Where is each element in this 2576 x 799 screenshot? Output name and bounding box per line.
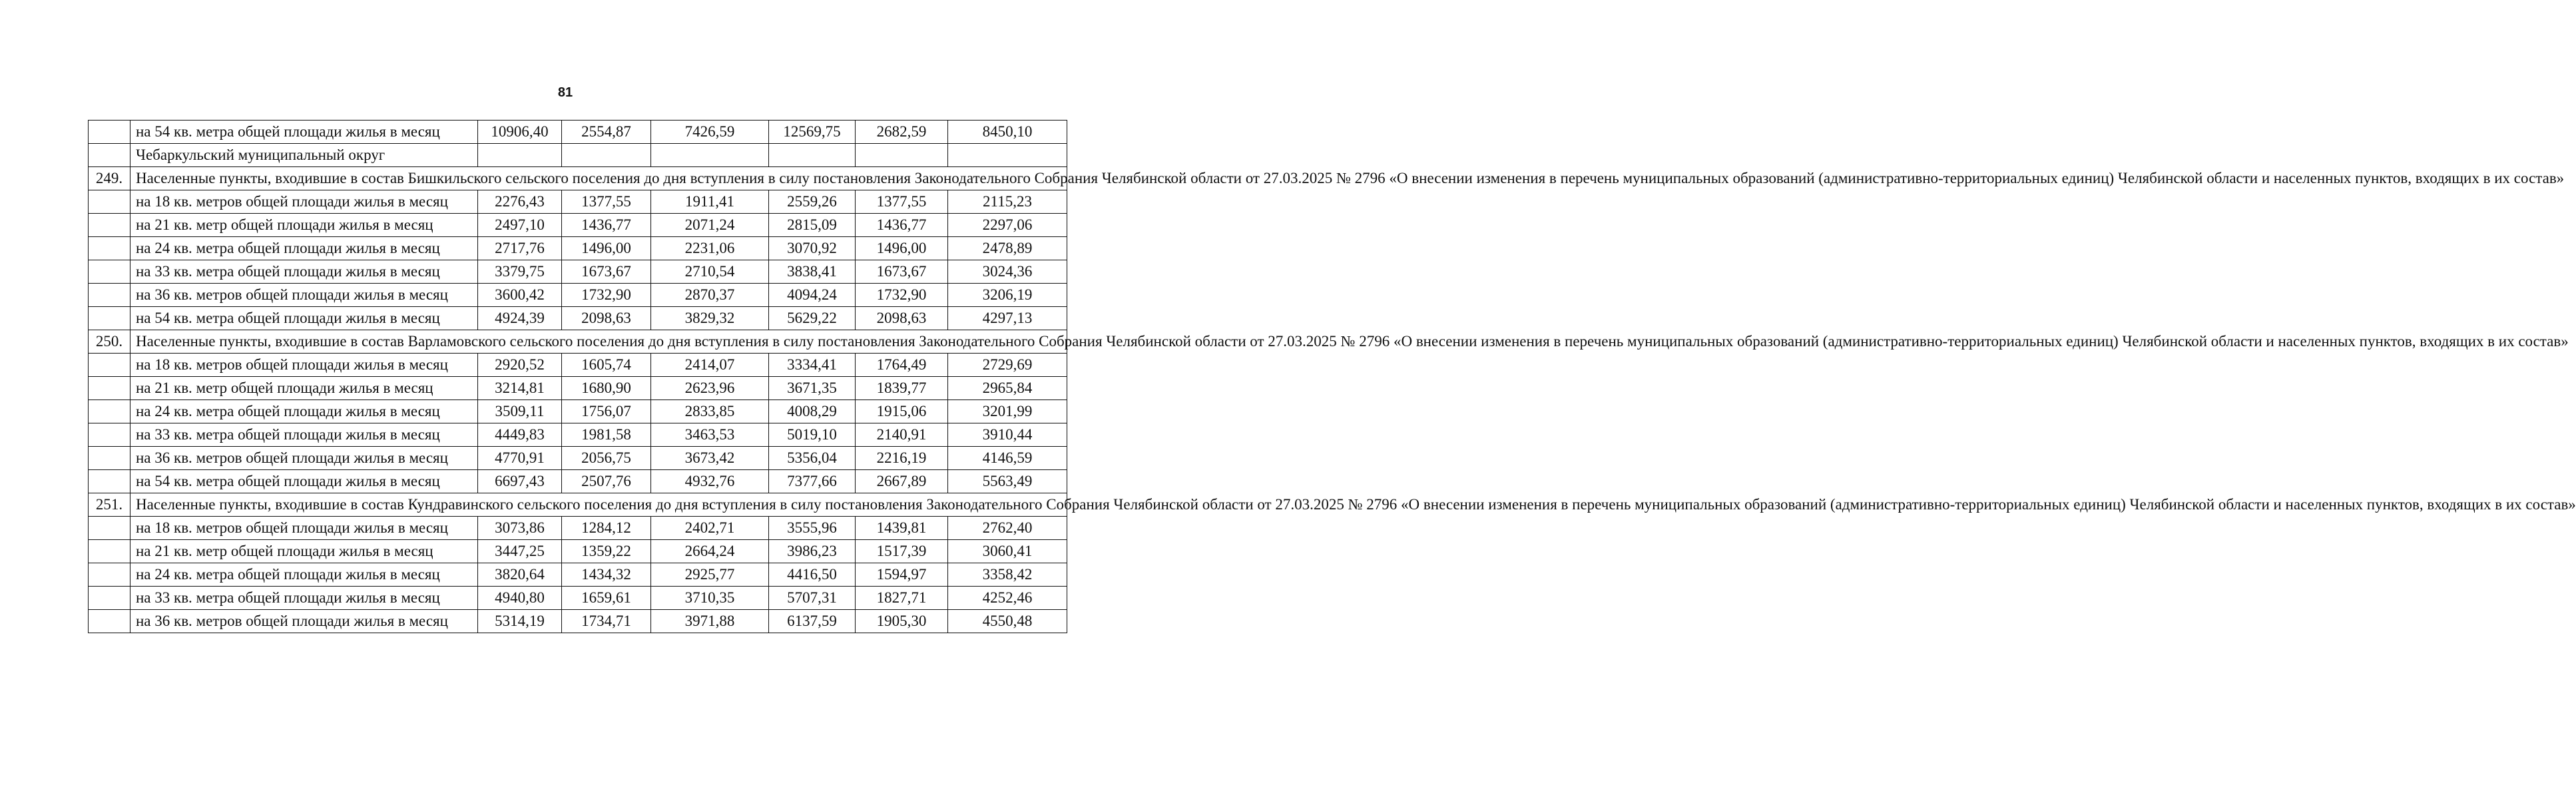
- value-cell: 2071,24: [651, 214, 769, 237]
- row-number-cell: [89, 144, 130, 167]
- row-label: на 24 кв. метра общей площади жилья в месяц: [130, 400, 478, 423]
- value-cell: 2497,10: [478, 214, 562, 237]
- value-cell: 4094,24: [769, 284, 856, 307]
- row-number-cell: [89, 563, 130, 587]
- value-cell: 2920,52: [478, 354, 562, 377]
- value-cell: [562, 144, 651, 167]
- row-label: на 18 кв. метров общей площади жилья в месяц: [130, 517, 478, 540]
- value-cell: 7426,59: [651, 121, 769, 144]
- value-cell: 1673,67: [856, 260, 948, 284]
- value-cell: 3829,32: [651, 307, 769, 330]
- value-cell: [651, 144, 769, 167]
- row-number-cell: [89, 610, 130, 633]
- value-cell: 3971,88: [651, 610, 769, 633]
- value-cell: 1911,41: [651, 190, 769, 214]
- row-label: на 36 кв. метров общей площади жилья в месяц: [130, 284, 478, 307]
- value-cell: 1436,77: [562, 214, 651, 237]
- group-description: Населенные пункты, входившие в состав Варламовского сельского поселения до дня вступления в силу постановления Законодательного Собрания Челябинской области от 27.03.2025 № 2796 «О внесении изменения в перечень муниципальных образований (административно-территориальных единиц) Челябинской области и населенных пунктов, входящих в их состав»: [130, 330, 1067, 354]
- value-cell: 2729,69: [948, 354, 1067, 377]
- value-cell: 1839,77: [856, 377, 948, 400]
- value-cell: 2664,24: [651, 540, 769, 563]
- value-cell: 2710,54: [651, 260, 769, 284]
- value-cell: 4146,59: [948, 447, 1067, 470]
- value-cell: 2682,59: [856, 121, 948, 144]
- value-cell: 3710,35: [651, 587, 769, 610]
- value-cell: 3671,35: [769, 377, 856, 400]
- value-cell: 1764,49: [856, 354, 948, 377]
- table-row: [89, 540, 1067, 563]
- row-label: на 36 кв. метров общей площади жилья в месяц: [130, 447, 478, 470]
- value-cell: 2559,26: [769, 190, 856, 214]
- value-cell: [769, 144, 856, 167]
- value-cell: 1377,55: [856, 190, 948, 214]
- table-row: [89, 610, 1067, 633]
- row-label: на 54 кв. метра общей площади жилья в месяц: [130, 307, 478, 330]
- table-row: [89, 214, 1067, 237]
- table-row: [89, 237, 1067, 260]
- value-cell: 1659,61: [562, 587, 651, 610]
- row-label: на 18 кв. метров общей площади жилья в месяц: [130, 354, 478, 377]
- row-label: на 21 кв. метр общей площади жилья в месяц: [130, 377, 478, 400]
- row-label: на 54 кв. метра общей площади жилья в месяц: [130, 470, 478, 493]
- value-cell: 3986,23: [769, 540, 856, 563]
- value-cell: 2925,77: [651, 563, 769, 587]
- value-cell: 3463,53: [651, 423, 769, 447]
- group-row: [89, 493, 1067, 517]
- row-label: на 33 кв. метра общей площади жилья в месяц: [130, 260, 478, 284]
- row-label: на 33 кв. метра общей площади жилья в месяц: [130, 423, 478, 447]
- value-cell: 2717,76: [478, 237, 562, 260]
- table-row: [89, 447, 1067, 470]
- table-body: [89, 121, 2576, 633]
- value-cell: 1756,07: [562, 400, 651, 423]
- value-cell: 2623,96: [651, 377, 769, 400]
- value-cell: 5019,10: [769, 423, 856, 447]
- value-cell: 4297,13: [948, 307, 1067, 330]
- row-label: на 24 кв. метра общей площади жилья в месяц: [130, 237, 478, 260]
- value-cell: 3073,86: [478, 517, 562, 540]
- row-number-cell: [89, 214, 130, 237]
- row-number-cell: [89, 260, 130, 284]
- value-cell: 2231,06: [651, 237, 769, 260]
- value-cell: 3509,11: [478, 400, 562, 423]
- tariff-table: [88, 120, 2576, 633]
- value-cell: 5707,31: [769, 587, 856, 610]
- value-cell: 1377,55: [562, 190, 651, 214]
- table-row: [89, 121, 1067, 144]
- value-cell: 3201,99: [948, 400, 1067, 423]
- table-row: [89, 423, 1067, 447]
- value-cell: 1673,67: [562, 260, 651, 284]
- row-label: на 18 кв. метров общей площади жилья в месяц: [130, 190, 478, 214]
- value-cell: 1496,00: [856, 237, 948, 260]
- district-name: Чебаркульский муниципальный округ: [130, 144, 478, 167]
- value-cell: 2115,23: [948, 190, 1067, 214]
- value-cell: 4008,29: [769, 400, 856, 423]
- value-cell: 2507,76: [562, 470, 651, 493]
- row-number-cell: [89, 517, 130, 540]
- value-cell: 3555,96: [769, 517, 856, 540]
- value-cell: 4924,39: [478, 307, 562, 330]
- row-number-cell: [89, 470, 130, 493]
- value-cell: 3600,42: [478, 284, 562, 307]
- table-row: [89, 354, 1067, 377]
- value-cell: 1732,90: [856, 284, 948, 307]
- value-cell: 2870,37: [651, 284, 769, 307]
- value-cell: 3838,41: [769, 260, 856, 284]
- value-cell: 6697,43: [478, 470, 562, 493]
- value-cell: 3214,81: [478, 377, 562, 400]
- table-row: [89, 563, 1067, 587]
- value-cell: 1734,71: [562, 610, 651, 633]
- row-number-cell: [89, 237, 130, 260]
- row-number-cell: [89, 587, 130, 610]
- value-cell: 2140,91: [856, 423, 948, 447]
- table-row: [89, 470, 1067, 493]
- value-cell: 4932,76: [651, 470, 769, 493]
- value-cell: 2833,85: [651, 400, 769, 423]
- row-label: на 54 кв. метра общей площади жилья в месяц: [130, 121, 478, 144]
- row-label: на 33 кв. метра общей площади жилья в месяц: [130, 587, 478, 610]
- table-row: [89, 307, 1067, 330]
- value-cell: 2297,06: [948, 214, 1067, 237]
- table-row: [89, 587, 1067, 610]
- value-cell: 3334,41: [769, 354, 856, 377]
- value-cell: 5314,19: [478, 610, 562, 633]
- value-cell: 2276,43: [478, 190, 562, 214]
- value-cell: 1517,39: [856, 540, 948, 563]
- value-cell: [856, 144, 948, 167]
- value-cell: 3910,44: [948, 423, 1067, 447]
- row-label: на 21 кв. метр общей площади жилья в месяц: [130, 540, 478, 563]
- value-cell: 2554,87: [562, 121, 651, 144]
- value-cell: 3060,41: [948, 540, 1067, 563]
- table-row: [89, 260, 1067, 284]
- value-cell: 1905,30: [856, 610, 948, 633]
- value-cell: 7377,66: [769, 470, 856, 493]
- row-label: на 36 кв. метров общей площади жилья в месяц: [130, 610, 478, 633]
- row-number-cell: [89, 377, 130, 400]
- value-cell: 4449,83: [478, 423, 562, 447]
- value-cell: 1732,90: [562, 284, 651, 307]
- value-cell: 1827,71: [856, 587, 948, 610]
- value-cell: 4550,48: [948, 610, 1067, 633]
- value-cell: 3673,42: [651, 447, 769, 470]
- group-row: [89, 167, 1067, 190]
- value-cell: 2056,75: [562, 447, 651, 470]
- value-cell: 3447,25: [478, 540, 562, 563]
- value-cell: 4770,91: [478, 447, 562, 470]
- row-label: на 24 кв. метра общей площади жилья в месяц: [130, 563, 478, 587]
- value-cell: 4416,50: [769, 563, 856, 587]
- group-row: [89, 330, 1067, 354]
- row-number-cell: [89, 121, 130, 144]
- group-description: Населенные пункты, входившие в состав Бишкильского сельского поселения до дня вступления в силу постановления Законодательного Собрания Челябинской области от 27.03.2025 № 2796 «О внесении изменения в перечень муниципальных образований (административно-территориальных единиц) Челябинской области и населенных пунктов, входящих в их состав»: [130, 167, 1067, 190]
- value-cell: 8450,10: [948, 121, 1067, 144]
- group-number: 250.: [89, 330, 130, 354]
- value-cell: 2965,84: [948, 377, 1067, 400]
- group-number: 249.: [89, 167, 130, 190]
- row-number-cell: [89, 447, 130, 470]
- value-cell: 2402,71: [651, 517, 769, 540]
- value-cell: 4252,46: [948, 587, 1067, 610]
- row-number-cell: [89, 540, 130, 563]
- value-cell: 1284,12: [562, 517, 651, 540]
- table-row: [89, 284, 1067, 307]
- value-cell: 4940,80: [478, 587, 562, 610]
- value-cell: 12569,75: [769, 121, 856, 144]
- value-cell: 3070,92: [769, 237, 856, 260]
- district-row: [89, 144, 1067, 167]
- value-cell: 2762,40: [948, 517, 1067, 540]
- value-cell: [478, 144, 562, 167]
- value-cell: 1496,00: [562, 237, 651, 260]
- value-cell: 2815,09: [769, 214, 856, 237]
- row-number-cell: [89, 400, 130, 423]
- value-cell: 1981,58: [562, 423, 651, 447]
- value-cell: 2414,07: [651, 354, 769, 377]
- value-cell: 3379,75: [478, 260, 562, 284]
- value-cell: 6137,59: [769, 610, 856, 633]
- row-number-cell: [89, 354, 130, 377]
- row-number-cell: [89, 284, 130, 307]
- page-number: 81: [557, 85, 573, 100]
- table-row: [89, 190, 1067, 214]
- value-cell: 2478,89: [948, 237, 1067, 260]
- table-row: [89, 400, 1067, 423]
- row-number-cell: [89, 190, 130, 214]
- value-cell: [948, 144, 1067, 167]
- table-row: [89, 377, 1067, 400]
- value-cell: 3820,64: [478, 563, 562, 587]
- value-cell: 2098,63: [856, 307, 948, 330]
- value-cell: 2098,63: [562, 307, 651, 330]
- value-cell: 1605,74: [562, 354, 651, 377]
- row-label: на 21 кв. метр общей площади жилья в месяц: [130, 214, 478, 237]
- value-cell: 3024,36: [948, 260, 1067, 284]
- value-cell: 1359,22: [562, 540, 651, 563]
- row-number-cell: [89, 307, 130, 330]
- group-description: Населенные пункты, входившие в состав Кундравинского сельского поселения до дня вступления в силу постановления Законодательного Собрания Челябинской области от 27.03.2025 № 2796 «О внесении изменения в перечень муниципальных образований (административно-территориальных единиц) Челябинской области и населенных пунктов, входящих в их состав»: [130, 493, 1067, 517]
- value-cell: 3358,42: [948, 563, 1067, 587]
- value-cell: 5629,22: [769, 307, 856, 330]
- value-cell: 2667,89: [856, 470, 948, 493]
- value-cell: 3206,19: [948, 284, 1067, 307]
- value-cell: 1680,90: [562, 377, 651, 400]
- value-cell: 1436,77: [856, 214, 948, 237]
- value-cell: 1434,32: [562, 563, 651, 587]
- value-cell: 2216,19: [856, 447, 948, 470]
- value-cell: 5563,49: [948, 470, 1067, 493]
- table-row: [89, 517, 1067, 540]
- value-cell: 10906,40: [478, 121, 562, 144]
- group-number: 251.: [89, 493, 130, 517]
- value-cell: 5356,04: [769, 447, 856, 470]
- value-cell: 1915,06: [856, 400, 948, 423]
- row-number-cell: [89, 423, 130, 447]
- value-cell: 1594,97: [856, 563, 948, 587]
- value-cell: 1439,81: [856, 517, 948, 540]
